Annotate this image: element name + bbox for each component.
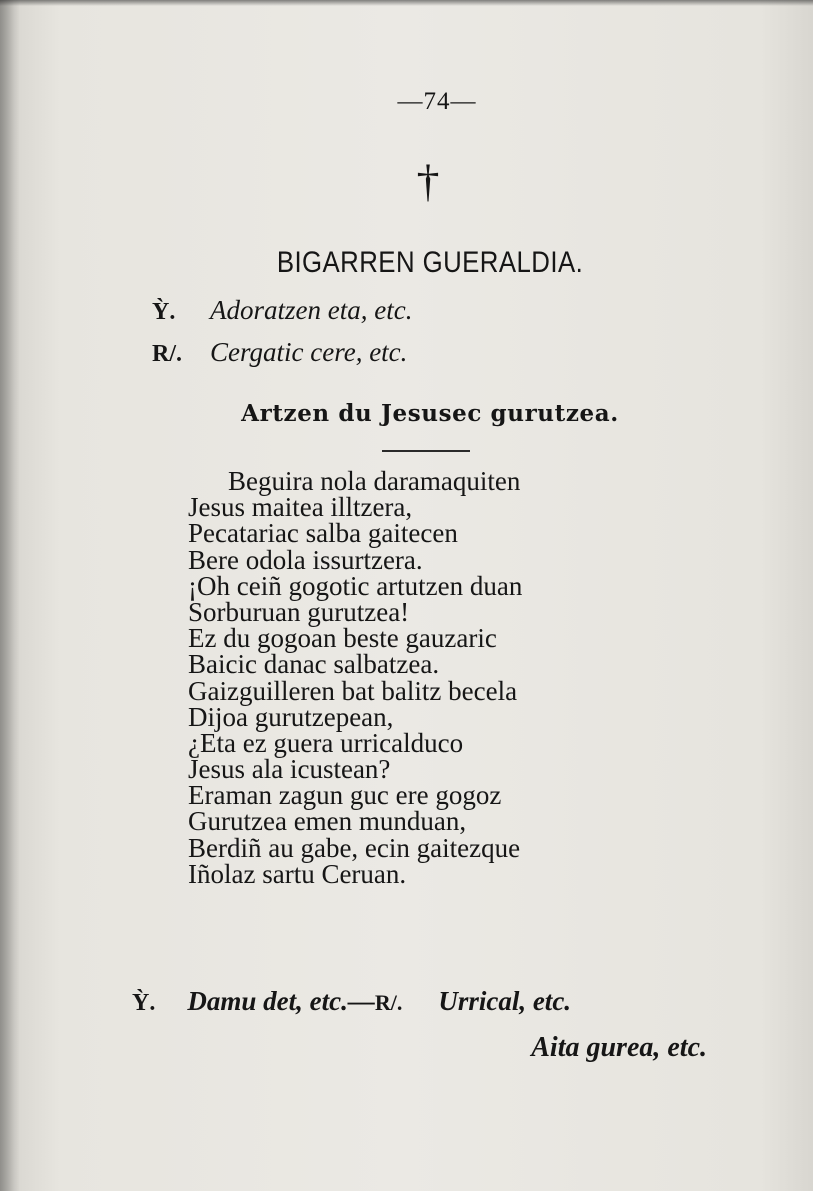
footer-response-symbol: R/. <box>374 990 403 1015</box>
versicle-symbol: Ỳ. <box>152 299 176 325</box>
poem <box>188 468 522 887</box>
versicle-text: Adoratzen eta, etc. <box>210 295 413 325</box>
page-number: —74— <box>397 88 477 115</box>
closing-prayer: Aita gurea, etc. <box>531 1032 707 1063</box>
poem-line: Eraman zagun guc ere gogoz <box>188 780 502 811</box>
footer-versicle-symbol: Ỳ. <box>132 990 156 1016</box>
footer-versicle-text: Damu det, etc. <box>187 986 348 1016</box>
poem-line: Gaizguilleren bat balitz becela <box>188 675 518 706</box>
footer-versicle-row <box>132 986 571 1017</box>
poem-line: ¿Eta ez guera urricalduco <box>188 727 464 758</box>
versicle-row <box>152 295 412 326</box>
divider-rule <box>382 450 470 452</box>
section-title: BIGARREN GUERALDIA. <box>276 246 584 279</box>
response-row <box>152 337 407 368</box>
poem-line: Beguira nola daramaquiten <box>228 466 521 496</box>
poem-line: Jesus maitea illtzera, <box>188 492 413 523</box>
poem-line: Sorburuan gurutzea! <box>188 596 410 627</box>
poem-line: Pecatariac salba gaitecen <box>188 518 458 549</box>
page-top-edge <box>0 0 813 6</box>
subtitle: Artzen du Jesusec gurutzea. <box>241 400 619 427</box>
response-symbol: R/. <box>152 341 182 367</box>
footer-response-text: Urrical, etc. <box>438 986 572 1016</box>
poem-line: Baicic danac salbatzea. <box>188 649 440 680</box>
poem-line: Ez du gogoan beste gauzaric <box>188 623 497 654</box>
poem-line: ¡Oh ceiñ gogotic artutzen duan <box>188 570 523 601</box>
cross-icon: † <box>416 155 440 206</box>
response-text: Cergatic cere, etc. <box>210 337 408 367</box>
poem-line: Iñolaz sartu Ceruan. <box>188 858 407 889</box>
poem-line: Bere odola issurtzera. <box>188 544 423 575</box>
poem-line: Dijoa gurutzepean, <box>188 701 394 732</box>
poem-line: Berdiñ au gabe, ecin gaitezque <box>188 832 521 863</box>
footer-separator: — <box>347 986 375 1016</box>
poem-line: Gurutzea emen munduan, <box>188 806 467 837</box>
gutter-shadow <box>0 0 20 1191</box>
poem-line: Jesus ala icustean? <box>188 754 391 785</box>
